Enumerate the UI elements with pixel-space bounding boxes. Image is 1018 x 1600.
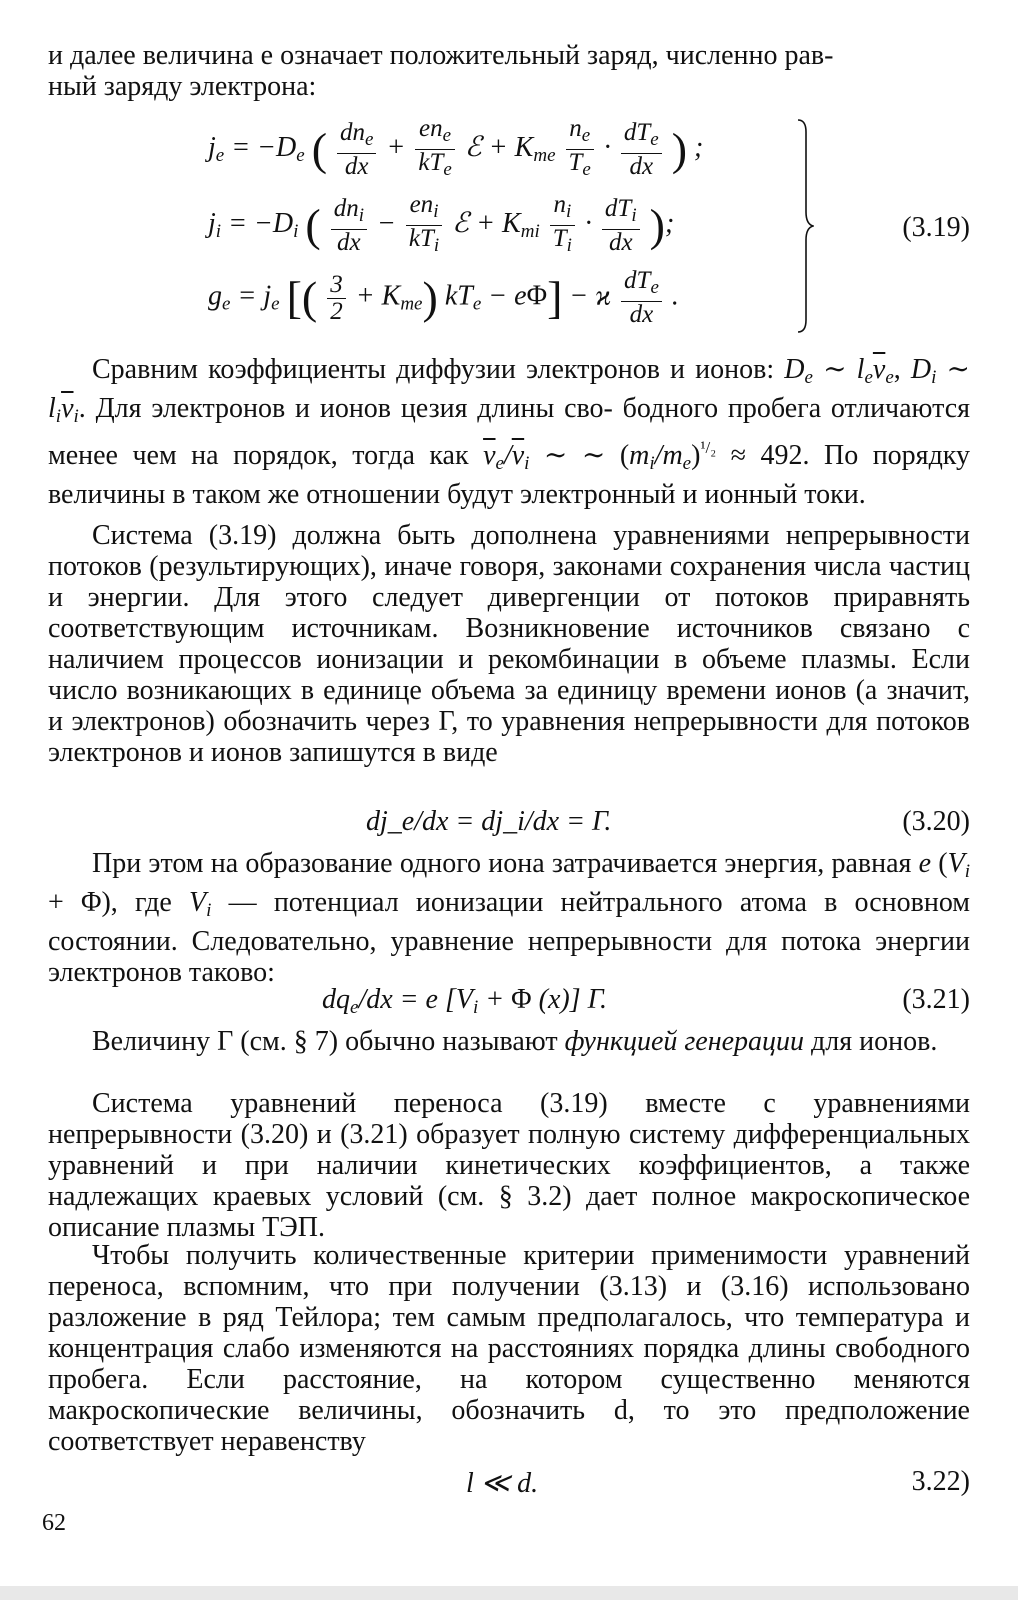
paragraph-generation bbox=[48, 1026, 970, 1057]
paragraph-system: Система уравнений переноса (3.19) вместе с уравнениями непрерывности (3.20) и (3.21) образует полную систему дифференциальных уравнений и при наличии кинетических коэффициентов, а также надлежащих краевых условий (см. § 3.2) дает полное макроскопическое описание плазмы ТЭП. bbox=[48, 1088, 970, 1243]
paragraph-diffusion: Сравним коэффициенты диффузии электронов и ионов: $D_e$ ∼ $l_e\overline{v}_e$, $D_i$ ∼ $l_i\overline{v}_i$. Для электронов и ионов цезия длины сво- бодного пробега отличаются менее чем на порядок, тогда как $\overline{v}_e/\overline{v}_i$ ∼ ∼ $(m_i/m_e)^{^1/_2} \approx 492$. По порядку величины в таком же отношении будут электронный и ионный токи. bbox=[48, 354, 971, 510]
para3-text-c: — потенциал ионизации нейтрального атома в основном состоянии. Следовательно, уравнение непрерывности для потока энергии электронов таково: bbox=[48, 887, 971, 988]
para1-text-b: . Для электронов и ионов цезия длины сво- bbox=[78, 393, 613, 424]
para3-text-a: При этом на образование одного иона затрачивается энергия, равная bbox=[92, 848, 912, 879]
para4-text-b: для ионов. bbox=[811, 1026, 938, 1057]
equation-number-3-19: (3.19) bbox=[902, 212, 970, 243]
equation-ge: $g_e = j_e$ [( $\frac{3}{2}$ + $K_{тe}$) $kT_e - e\Phi] - ϰ$ $\frac{dT_e}{dx}$ . bbox=[208, 267, 679, 328]
intro-line-1: и далее величина e означает положительный заряд, численно рав- bbox=[48, 40, 834, 71]
equation-3-22: l ≪ d. bbox=[466, 1468, 539, 1499]
equation-number-3-20: (3.20) bbox=[902, 806, 970, 837]
para1-text-e: будут электронный и ионный токи. bbox=[447, 479, 866, 510]
para4-emphasis: функцией генерации bbox=[564, 1026, 805, 1057]
equation-je: $j_e = -D_e$ ( $\frac{dn_e}{dx}$ + $\frac{en_e}{kT_e}$ ℰ + $K_{тe}$ $\frac{n_e}{T_e}$ · $\frac{dT_e}{dx}$ ) ; bbox=[208, 115, 704, 180]
paragraph-continuity: Система (3.19) должна быть дополнена уравнениями непрерывности потоков (результирующих), иначе говоря, законами сохранения числа частиц и энергии. Для этого следует дивергенции от потоков приравнять соответствующим источникам. Возникновение источников связано с наличием процессов ионизации и рекомбинации в объеме плазмы. Если число возникающих в единице объема за единицу времени ионов (а значит, и электронов) обозначить через Γ, то уравнения непрерывности для потоков электронов и ионов запишутся в виде bbox=[48, 520, 970, 768]
page-number: 62 bbox=[42, 1510, 66, 1536]
equation-3-20: dj_e/dx = dj_i/dx = Γ. bbox=[366, 806, 612, 837]
para4-text-a: Величину Γ (см. § 7) обычно называют bbox=[92, 1026, 558, 1057]
para1-text-c: бодного пробега отличаются менее чем на порядок, тогда как bbox=[48, 393, 970, 471]
equation-ji: $j_i = -D_i$ ( $\frac{dn_i}{dx}$ − $\frac{en_i}{kT_i}$ ℰ + $K_{тi}$ $\frac{n_i}{T_i}$ · $\frac{dT_i}{dx}$ ); bbox=[208, 191, 675, 256]
scan-edge bbox=[0, 1586, 1018, 1600]
equation-number-3-21: (3.21) bbox=[902, 984, 970, 1015]
equation-3-21: $dq_e/dx = e$ [$V_i + \Phi$ (x)] Γ. bbox=[322, 984, 607, 1018]
equation-number-3-22: 3.22) bbox=[911, 1466, 970, 1497]
intro-paragraph bbox=[48, 40, 970, 102]
para3-text-b: , где bbox=[110, 887, 172, 918]
para1-text-d: ≈ 492. По порядку величины в таком же отношении bbox=[48, 440, 971, 510]
paragraph-criteria: Чтобы получить количественные критерии применимости уравнений переноса, вспомним, что при получении (3.13) и (3.16) использовано разложение в ряд Тейлора; тем самым предполагалось, что температура и концентрация слабо изменяются на расстояниях порядка длины свободного пробега. Если расстояние, на котором существенно меняются макроскопические величины, обозначить d, то это предположение соответствует неравенству bbox=[48, 1240, 970, 1457]
right-brace bbox=[796, 118, 814, 334]
para1-text-a: Сравним коэффициенты диффузии электронов и ионов: bbox=[92, 354, 775, 385]
intro-line-2: ный заряду электрона: bbox=[48, 71, 317, 102]
paragraph-energy: При этом на образование одного иона затрачивается энергия, равная e $(V_i + \Phi)$, где $V_i$ — потенциал ионизации нейтрального атома в основном состоянии. Следовательно, уравнение непрерывности для потока энергии электронов таково: bbox=[48, 848, 971, 988]
